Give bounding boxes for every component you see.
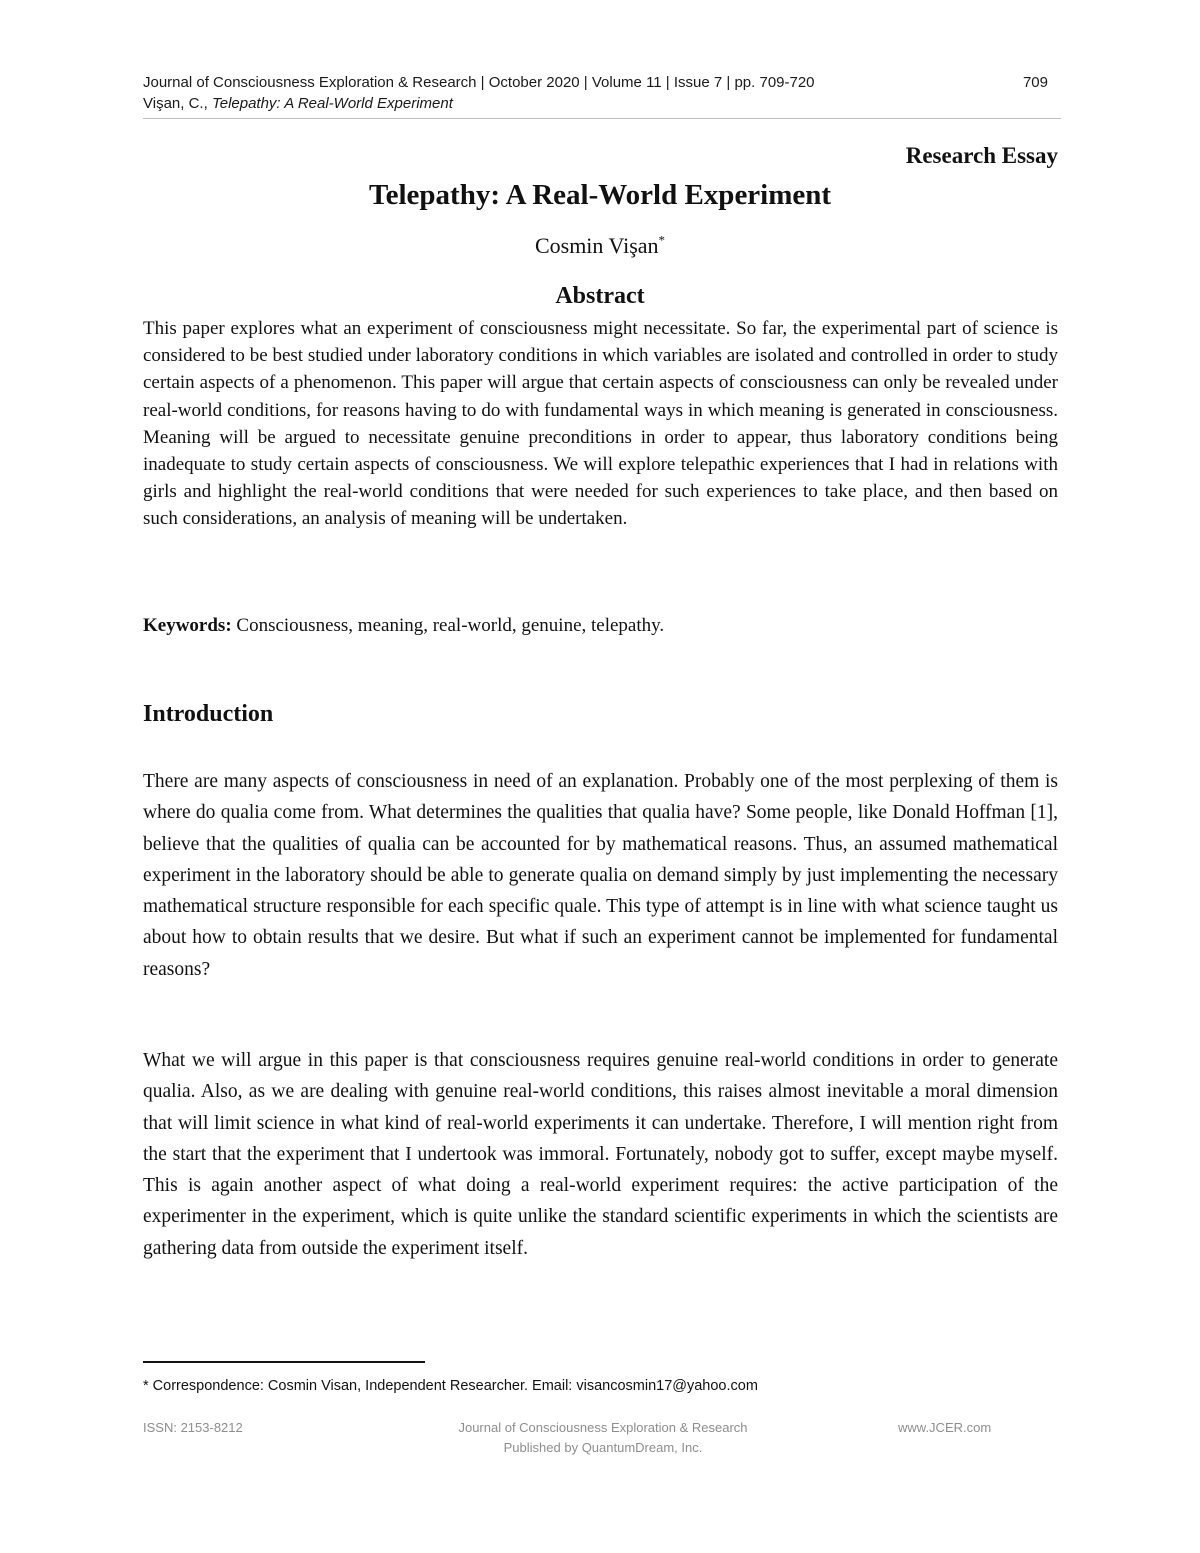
page-number: 709 [1022, 74, 1048, 91]
abstract-text: This paper explores what an experiment of consciousness might necessitate. So far, the experimental part of science is considered to be best studied under laboratory conditions in which variables are isolated and controlled in order to study certain aspects of a phenomenon. This paper will argue that certain aspects of consciousness can only be revealed under real-world conditions, for reasons having to do with fundamental ways in which meaning is generated in consciousness. Meaning will be argued to necessitate genuine preconditions in order to appear, thus laboratory conditions being inadequate to study certain aspects of consciousness. We will explore telepathic experiences that I had in relations with girls and highlight the real-world conditions that were needed for such experiences to take place, and then based on such considerations, an analysis of meaning will be undertaken. [143, 318, 1058, 530]
abstract-heading: Abstract [555, 283, 645, 309]
footer-center [453, 1418, 753, 1458]
citation-title: Telepathy: A Real-World Experiment [211, 95, 453, 112]
author-footnote-mark: * [658, 232, 666, 248]
footer-publisher: Published by QuantumDream, Inc. [503, 1440, 703, 1455]
citation-author: Vişan, C., [143, 95, 208, 112]
keywords-label: Keywords: [143, 615, 232, 636]
article-type: Research Essay [905, 143, 1058, 168]
running-header [143, 72, 1058, 114]
paper-title: Telepathy: A Real-World Experiment [368, 179, 832, 211]
citation-line [143, 93, 1058, 114]
footer-journal: Journal of Consciousness Exploration & Research [458, 1420, 748, 1435]
footer-url: www.JCER.com [898, 1420, 992, 1435]
keywords [143, 612, 1058, 639]
journal-info: Journal of Consciousness Exploration & Research | October 2020 | Volume 11 | Issue 7 | pp. 709-720 [143, 74, 815, 91]
paragraph: What we will argue in this paper is that consciousness requires genuine real-world conditions in order to generate qualia. Also, as we are dealing with genuine real-world conditions, this raises almost inevitable a moral dimension that will limit science in what kind of real-world experiments it can undertake. Therefore, I will mention right from the start that the experiment that I undertook was immoral. Fortunately, nobody got to suffer, except maybe myself. This is again another aspect of what doing a real-world experiment requires: the active participation of the experimenter in the experiment, which is quite unlike the standard scientific experiments in which the scientists are gathering data from outside the experiment itself. [143, 1050, 1058, 1259]
section-heading-introduction: Introduction [143, 701, 274, 727]
author-line [0, 233, 1200, 259]
keywords-text: Consciousness, meaning, real-world, genuine, telepathy. [236, 615, 665, 636]
header-divider [143, 118, 1061, 119]
footnote-correspondence: * Correspondence: Cosmin Visan, Independent Researcher. Email: visancosmin17@yahoo.com [143, 1378, 758, 1394]
author-name: Cosmin Vişan [534, 233, 659, 258]
footer-issn: ISSN: 2153-8212 [143, 1420, 243, 1435]
paragraph: There are many aspects of consciousness in need of an explanation. Probably one of the most perplexing of them is where do qualia come from. What determines the qualities that qualia have? Some people, like Donald Hoffman [1], believe that the qualities of qualia can be accounted for by mathematical reasons. Thus, an assumed mathematical experiment in the laboratory should be able to generate qualia on demand simply by just implementing the necessary mathematical structure responsible for each specific quale. This type of attempt is in line with what science taught us about how to obtain results that we desire. But what if such an experiment cannot be implemented for fundamental reasons? [143, 771, 1058, 980]
footnote-divider [143, 1361, 425, 1363]
